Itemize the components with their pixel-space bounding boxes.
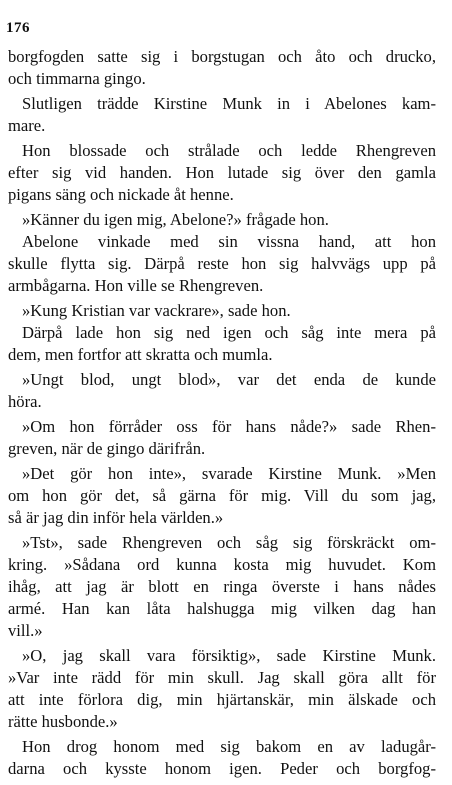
text-line: att inte förlora dig, min hjärtanskär, min älskade och (8, 690, 436, 709)
text-line: så är jag din inför hela världen.» (8, 508, 224, 527)
text-line: Därpå lade hon sig ned igen och såg inte mera på (22, 323, 436, 342)
text-line: Hon blossade och strålade och ledde Rhengreven (22, 141, 436, 160)
text-line: kring. »Sådana ord kunna kosta mig huvudet. Kom (8, 555, 436, 574)
text-line: vill.» (8, 621, 43, 640)
text-line: darna och kysste honom igen. Peder och borgfog- (8, 759, 436, 778)
text-line: »Om hon förråder oss för hans nåde?» sade Rhen- (22, 417, 436, 436)
text-line: Hon drog honom med sig bakom en av ladugår- (22, 737, 436, 756)
page-number: 176 (6, 20, 30, 36)
text-line: armé. Han kan låta halshugga mig vilken dag han (8, 599, 436, 618)
text-line: dem, men fortfor att skratta och mumla. (8, 345, 273, 364)
text-line: armbågarna. Hon ville se Rhengreven. (8, 276, 264, 295)
text-line: mare. (8, 116, 46, 135)
text-line: Abelone vinkade med sin vissna hand, att hon (22, 232, 436, 251)
text-line: »Känner du igen mig, Abelone?» frågade hon. (22, 210, 329, 229)
text-line: »Tst», sade Rhengreven och såg sig förskräckt om- (22, 533, 436, 552)
text-line: Slutligen trädde Kirstine Munk in i Abelones kam- (22, 94, 436, 113)
text-line: »Kung Kristian var vackrare», sade hon. (22, 301, 291, 320)
text-line: borgfogden satte sig i borgstugan och åto och drucko, (8, 47, 436, 66)
text-line: skulle flytta sig. Därpå reste hon sig halvvägs upp på (8, 254, 436, 273)
text-line: och timmarna gingo. (8, 69, 146, 88)
text-line: rätte husbonde.» (8, 712, 118, 731)
text-line: ihåg, att jag är blott en ringa överste i hans nådes (8, 577, 436, 596)
body-text (8, 46, 436, 780)
text-line: »Var inte rädd för min skull. Jag skall göra allt för (8, 668, 436, 687)
text-line: pigans säng och nickade åt henne. (8, 185, 234, 204)
text-line: höra. (8, 392, 42, 411)
text-line: efter sig vid handen. Hon lutade sig över den gamla (8, 163, 436, 182)
text-line: »Ungt blod, ungt blod», var det enda de kunde (22, 370, 436, 389)
text-line: »O, jag skall vara försiktig», sade Kirstine Munk. (22, 646, 436, 665)
text-line: »Det gör hon inte», svarade Kirstine Munk. »Men (22, 464, 436, 483)
text-line: om hon gör det, så gärna för mig. Vill du som jag, (8, 486, 436, 505)
text-line: greven, när de gingo därifrån. (8, 439, 206, 458)
